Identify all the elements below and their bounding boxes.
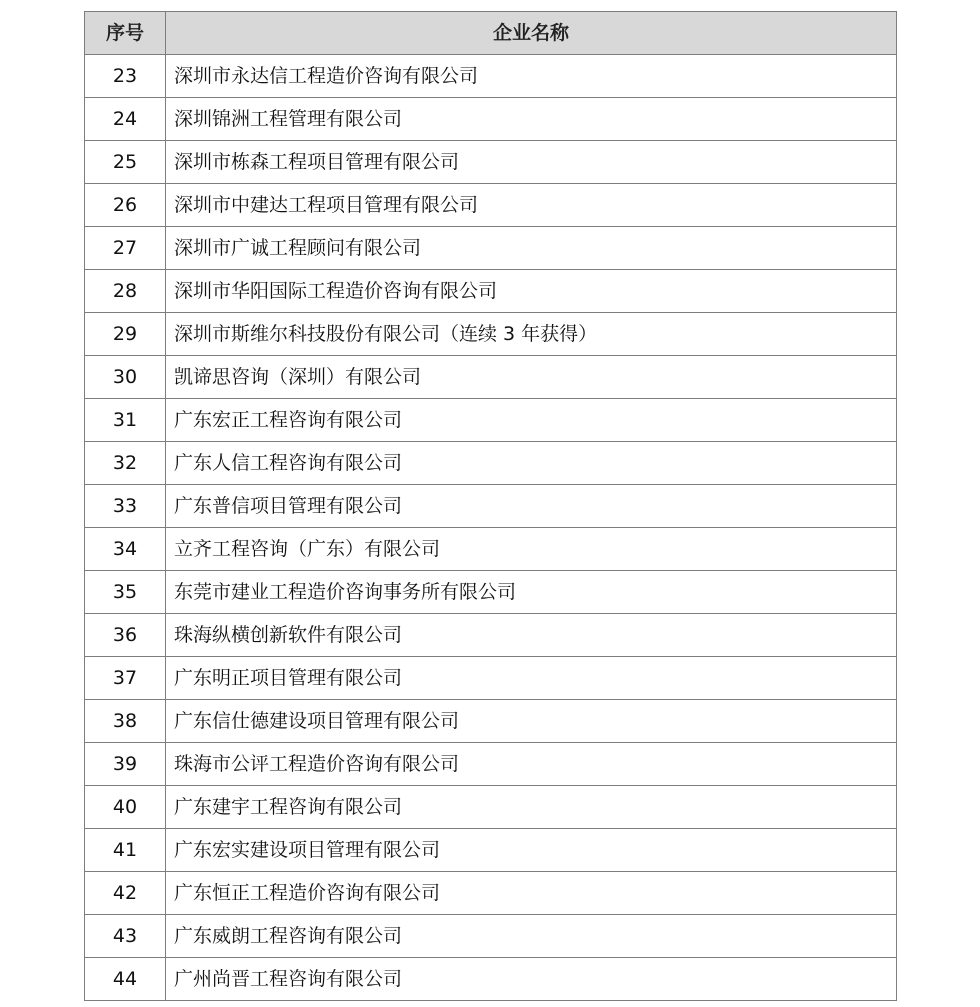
column-header-company-name: 企业名称 <box>166 12 897 55</box>
table-row <box>85 657 897 700</box>
table-row <box>85 356 897 399</box>
table-row <box>85 915 897 958</box>
company-name-cell: 深圳市华阳国际工程造价咨询有限公司 <box>166 270 897 313</box>
company-name-cell: 广东宏实建设项目管理有限公司 <box>166 829 897 872</box>
company-name-cell: 深圳市广诚工程顾问有限公司 <box>166 227 897 270</box>
row-number-cell: 27 <box>85 227 166 270</box>
row-number-cell: 41 <box>85 829 166 872</box>
table-row <box>85 55 897 98</box>
company-name-cell: 凯谛思咨询（深圳）有限公司 <box>166 356 897 399</box>
table-row <box>85 872 897 915</box>
company-name-cell: 广东威朗工程咨询有限公司 <box>166 915 897 958</box>
row-number-cell: 30 <box>85 356 166 399</box>
company-name-cell: 深圳市栋森工程项目管理有限公司 <box>166 141 897 184</box>
table-body <box>85 55 897 1001</box>
company-name-cell: 广东宏正工程咨询有限公司 <box>166 399 897 442</box>
row-number-cell: 29 <box>85 313 166 356</box>
table-row <box>85 184 897 227</box>
row-number-cell: 40 <box>85 786 166 829</box>
row-number-cell: 24 <box>85 98 166 141</box>
company-name-cell: 广州尚晋工程咨询有限公司 <box>166 958 897 1001</box>
table-row <box>85 227 897 270</box>
company-name-cell: 东莞市建业工程造价咨询事务所有限公司 <box>166 571 897 614</box>
row-number-cell: 36 <box>85 614 166 657</box>
table-row <box>85 700 897 743</box>
company-name-cell: 深圳锦洲工程管理有限公司 <box>166 98 897 141</box>
company-name-cell: 立齐工程咨询（广东）有限公司 <box>166 528 897 571</box>
table-row <box>85 528 897 571</box>
company-name-cell: 深圳市斯维尔科技股份有限公司（连续 3 年获得） <box>166 313 897 356</box>
row-number-cell: 38 <box>85 700 166 743</box>
company-name-cell: 广东人信工程咨询有限公司 <box>166 442 897 485</box>
table-row <box>85 485 897 528</box>
company-name-cell: 深圳市中建达工程项目管理有限公司 <box>166 184 897 227</box>
row-number-cell: 25 <box>85 141 166 184</box>
table-row <box>85 399 897 442</box>
company-name-cell: 广东明正项目管理有限公司 <box>166 657 897 700</box>
company-table <box>84 11 897 1001</box>
row-number-cell: 43 <box>85 915 166 958</box>
company-name-cell: 广东信仕德建设项目管理有限公司 <box>166 700 897 743</box>
row-number-cell: 33 <box>85 485 166 528</box>
row-number-cell: 26 <box>85 184 166 227</box>
row-number-cell: 44 <box>85 958 166 1001</box>
table-row <box>85 743 897 786</box>
table-row <box>85 141 897 184</box>
table-header <box>85 12 897 55</box>
company-name-cell: 珠海纵横创新软件有限公司 <box>166 614 897 657</box>
row-number-cell: 23 <box>85 55 166 98</box>
row-number-cell: 35 <box>85 571 166 614</box>
row-number-cell: 37 <box>85 657 166 700</box>
company-name-cell: 广东普信项目管理有限公司 <box>166 485 897 528</box>
row-number-cell: 39 <box>85 743 166 786</box>
table-row <box>85 313 897 356</box>
company-name-cell: 深圳市永达信工程造价咨询有限公司 <box>166 55 897 98</box>
row-number-cell: 28 <box>85 270 166 313</box>
table-row <box>85 270 897 313</box>
company-table-container <box>84 11 896 1001</box>
table-row <box>85 614 897 657</box>
column-header-number: 序号 <box>85 12 166 55</box>
table-row <box>85 829 897 872</box>
company-name-cell: 广东建宇工程咨询有限公司 <box>166 786 897 829</box>
table-row <box>85 442 897 485</box>
header-row <box>85 12 897 55</box>
table-row <box>85 98 897 141</box>
row-number-cell: 34 <box>85 528 166 571</box>
table-row <box>85 571 897 614</box>
row-number-cell: 42 <box>85 872 166 915</box>
table-row <box>85 786 897 829</box>
company-name-cell: 广东恒正工程造价咨询有限公司 <box>166 872 897 915</box>
table-row <box>85 958 897 1001</box>
row-number-cell: 31 <box>85 399 166 442</box>
company-name-cell: 珠海市公评工程造价咨询有限公司 <box>166 743 897 786</box>
row-number-cell: 32 <box>85 442 166 485</box>
